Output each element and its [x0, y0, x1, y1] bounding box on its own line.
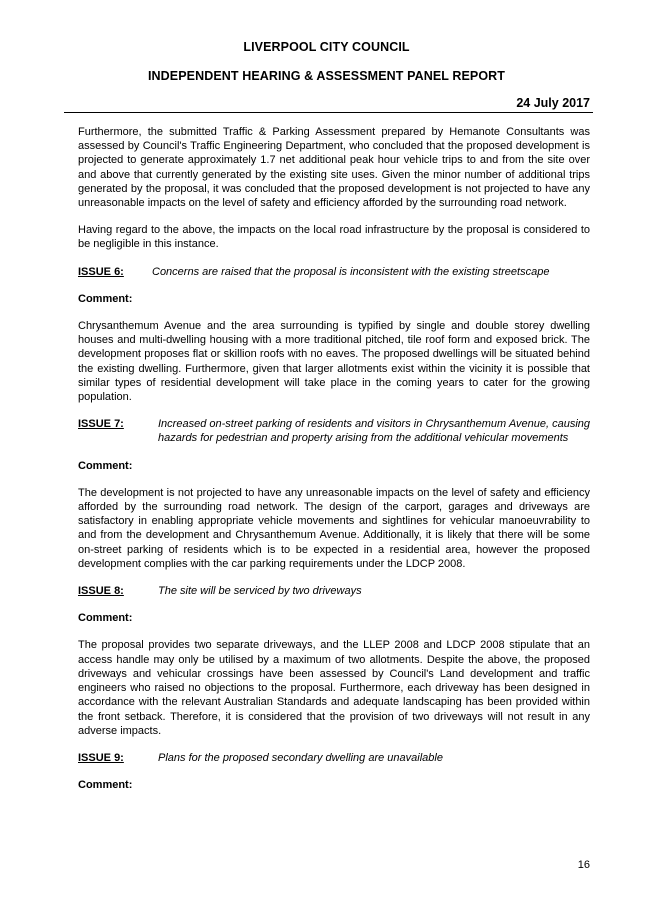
- comment-heading: Comment:: [78, 779, 133, 792]
- comment-heading: Comment:: [78, 612, 133, 625]
- council-name: LIVERPOOL CITY COUNCIL: [243, 40, 410, 54]
- paragraph-traffic-assessment: Furthermore, the submitted Traffic & Parking Assessment prepared by Hemanote Consultants was assessed by Council's Traffic Engineering Department, who concluded that the proposed development is projected to generate approximately 1.7 net additional peak hour vehicle trips to and from the site over and above that currently generated by the existing site uses. Given the minor number of additional trips generated by the proposal, it was concluded that the proposed development is not projected to have any unreasonable impacts on the level of safety and efficiency afforded by the surrounding road network.: [78, 126, 590, 210]
- issue-9-text: Plans for the proposed secondary dwelling are unavailable: [158, 751, 443, 764]
- comment-heading: Comment:: [78, 292, 133, 305]
- issue-9: [78, 751, 590, 765]
- issue-6-text: Concerns are raised that the proposal is inconsistent with the existing streetscape: [152, 265, 550, 278]
- issue-8-label: ISSUE 8:: [78, 585, 124, 598]
- issue-8-text: The site will be serviced by two driveways: [158, 585, 362, 598]
- report-date: 24 July 2017: [516, 96, 590, 110]
- paragraph-streetscape: Chrysanthemum Avenue and the area surrounding is typified by single and double storey dwelling houses and multi-dwelling housing with a more traditional pitched, tile roof form and exposed brick. The development proposes flat or skillion roofs with no eaves. The proposed dwellings will be situated behind the existing dwelling. Furthermore, given that larger allotments exist within the vicinity it is possible that similar types of residential development will take place in the coming years to cater for the growing population.: [78, 320, 590, 404]
- issue-8: [78, 584, 590, 598]
- header-divider: [64, 112, 593, 113]
- report-body: [78, 125, 590, 805]
- page-number: 16: [577, 859, 590, 871]
- issue-6-label: ISSUE 6:: [78, 265, 124, 278]
- report-title: INDEPENDENT HEARING & ASSESSMENT PANEL REPORT: [147, 69, 506, 83]
- issue-9-label: ISSUE 9:: [78, 751, 124, 764]
- paragraph-driveways: The proposal provides two separate driveways, and the LLEP 2008 and LDCP 2008 stipulate that an access handle may only be utilised by a maximum of two allotments. Despite the above, the proposed driveways and vehicular crossings have been assessed by Council's Land development and traffic engineers who raised no objections to the proposal. Furthermore, each driveway has been designed in accordance with the relevant Australian Standards and adequate landscaping has been provided within the front setback. Therefore, it is considered that the provision of two driveways will not result in any adverse impacts.: [78, 639, 590, 737]
- paragraph-road-impacts: Having regard to the above, the impacts on the local road infrastructure by the proposal is considered to be negligible in this instance.: [78, 224, 590, 251]
- issue-7-text: Increased on-street parking of residents and visitors in Chrysanthemum Avenue, causing hazards for pedestrian and property arising from the additional vehicular movements: [158, 418, 590, 445]
- paragraph-parking: The development is not projected to have any unreasonable impacts on the level of safety and efficiency afforded by the surrounding road network. The design of the carport, garages and driveways are satisfactory in enabling appropriate vehicle movements and sightlines for vehicular manoeuvrability to and from the development and Chrysanthemum Avenue. Additionally, it is likely that there will be some on-street parking of residents which is to be expected in a residential area, however the proposed development complies with the car parking requirements under the LDCP 2008.: [78, 486, 590, 570]
- issue-7: [78, 417, 590, 445]
- issue-6: [78, 265, 590, 279]
- comment-heading: Comment:: [78, 459, 133, 472]
- issue-7-label: ISSUE 7:: [78, 418, 124, 431]
